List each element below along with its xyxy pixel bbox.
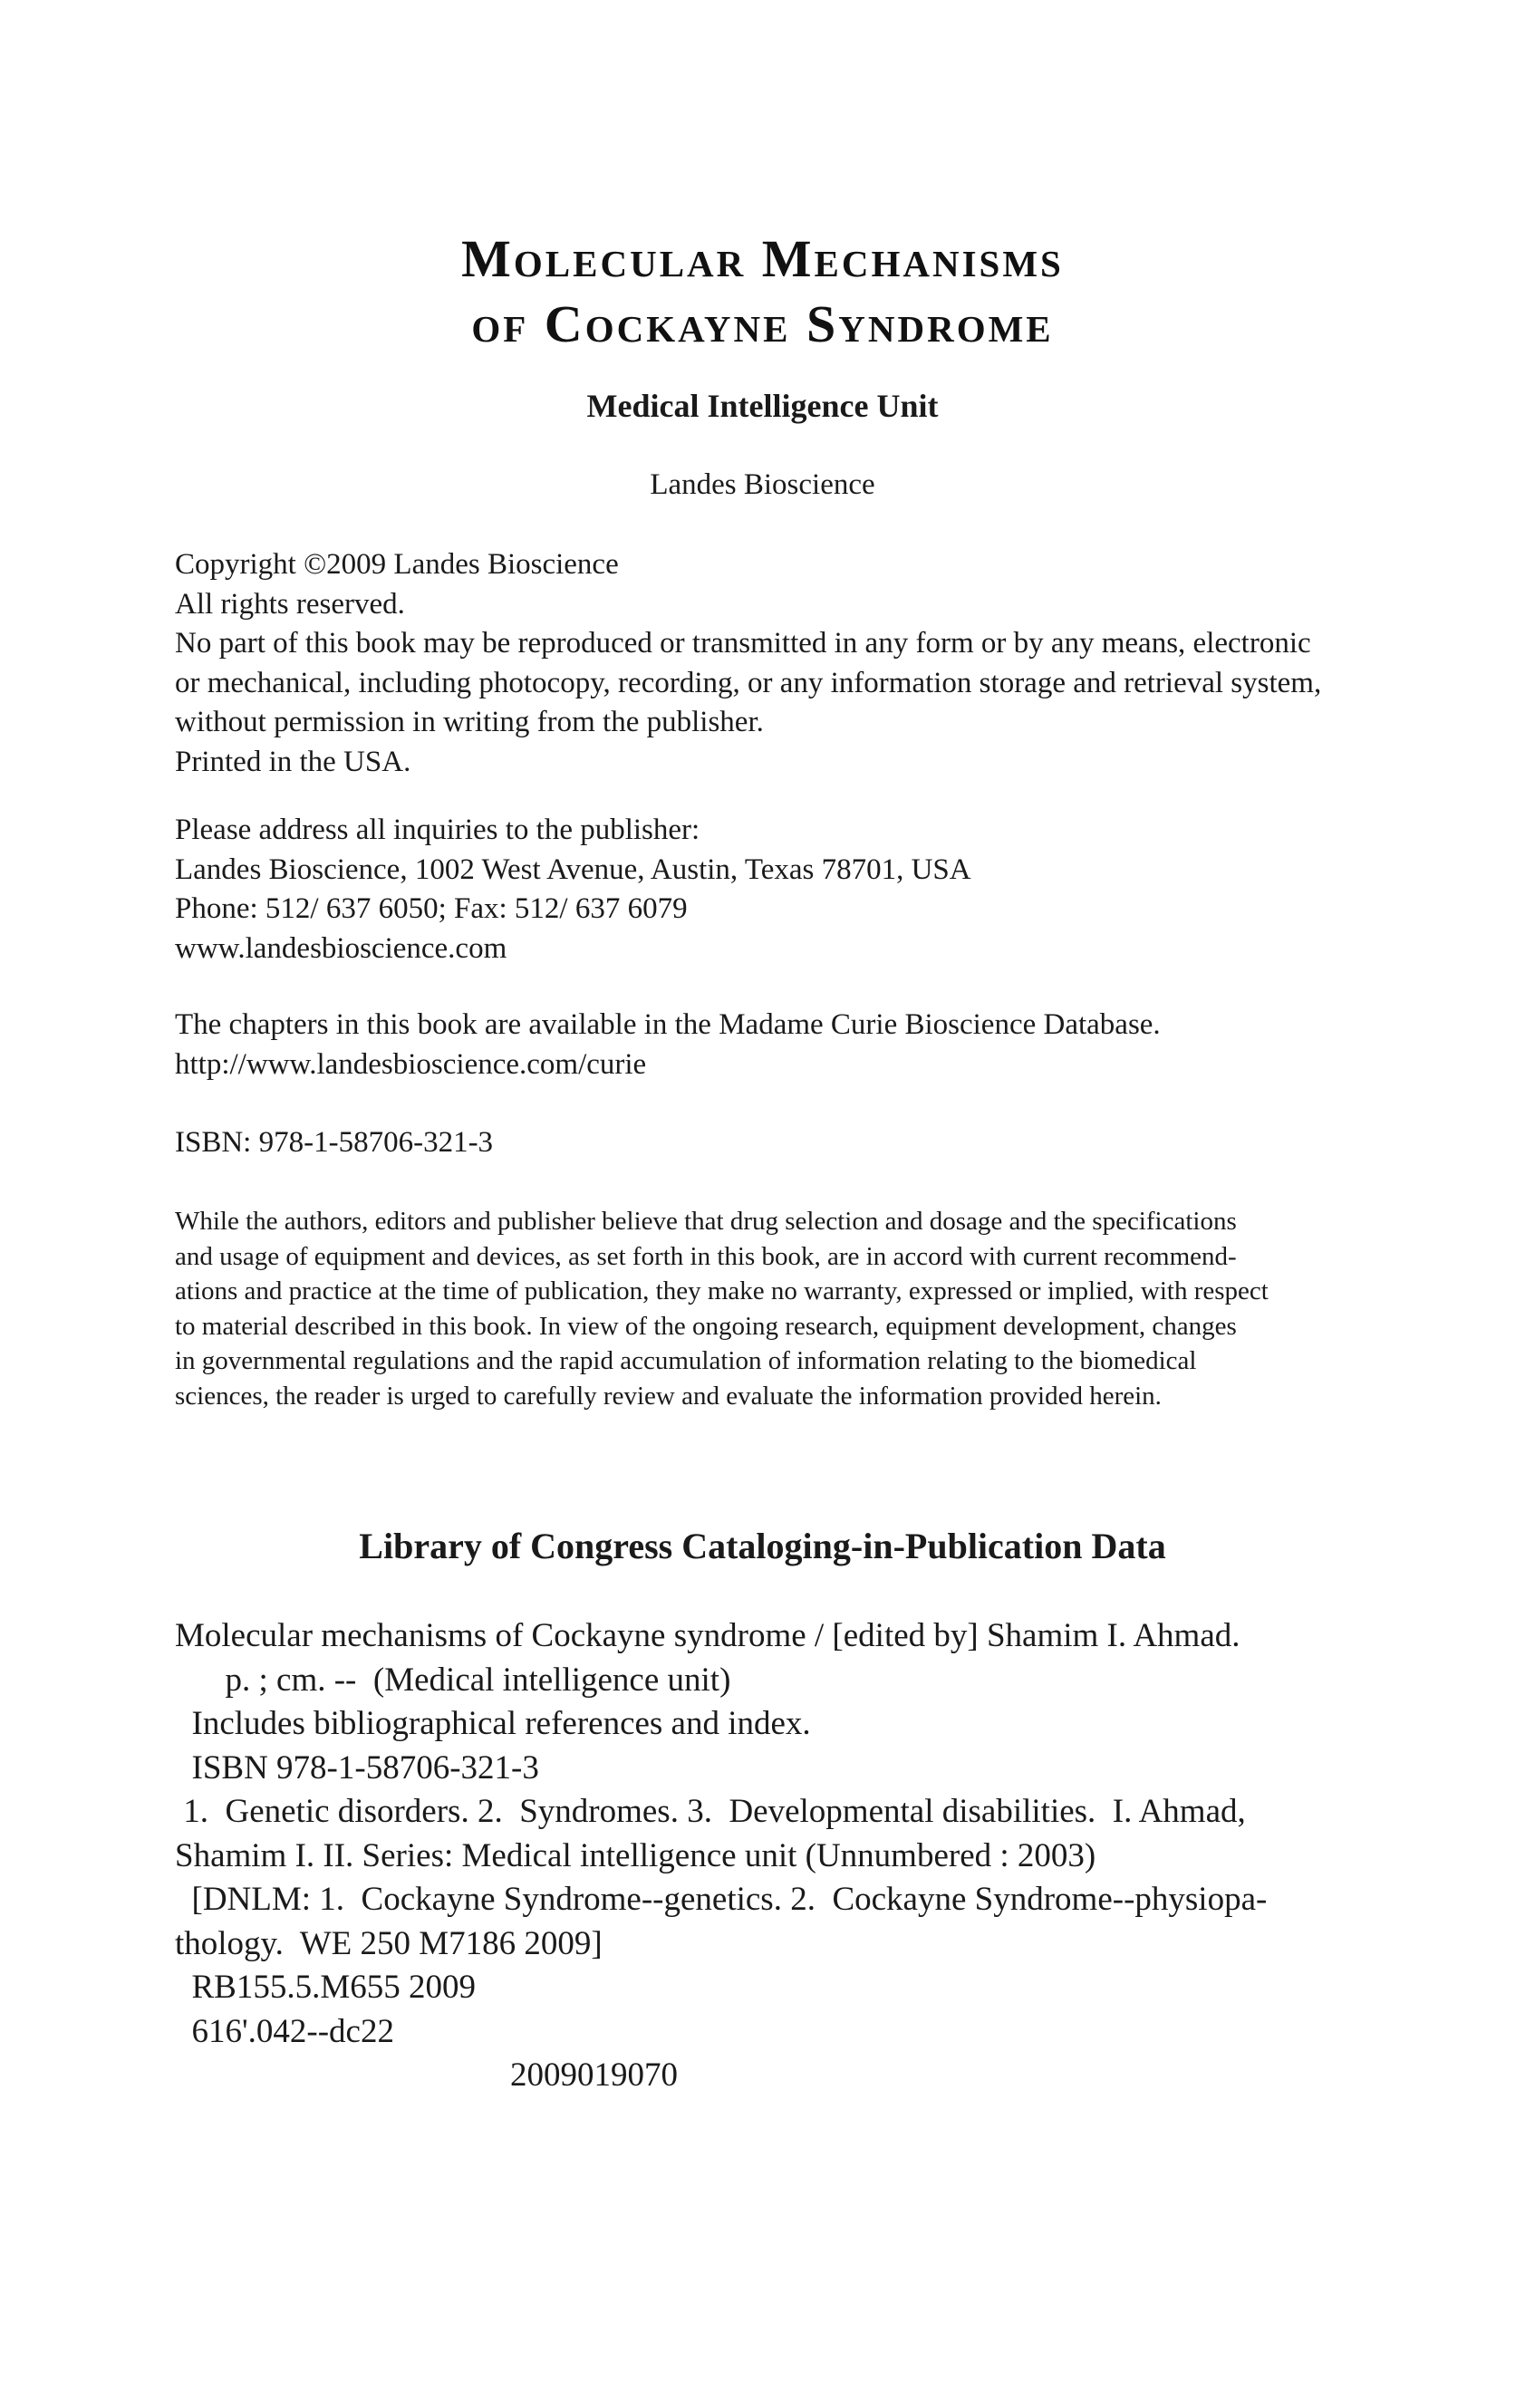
copyright-line: All rights reserved. <box>175 587 405 621</box>
cip-line: p. ; cm. -- (Medical intelligence unit) <box>175 1661 731 1699</box>
copyright-line: Copyright ©2009 Landes Bioscience <box>175 548 619 581</box>
cip-line: Shamim I. II. Series: Medical intelligence unit (Unnumbered : 2003) <box>175 1836 1096 1874</box>
database-notice <box>175 1006 1371 1084</box>
database-url: http://www.landesbioscience.com/curie <box>175 1047 647 1081</box>
cip-heading: Library of Congress Cataloging-in-Publication Data <box>359 1526 1166 1566</box>
publisher-website: www.landesbioscience.com <box>175 931 507 965</box>
book-title-line-1: Molecular Mechanisms <box>461 229 1064 288</box>
cip-line: ISBN 978-1-58706-321-3 <box>175 1748 539 1787</box>
copyright-line: No part of this book may be reproduced or transmitted in any form or by any means, electronic <box>175 627 1311 660</box>
cip-line: Molecular mechanisms of Cockayne syndrome / [edited by] Shamim I. Ahmad. <box>175 1617 1240 1654</box>
disclaimer-line: and usage of equipment and devices, as set forth in this book, are in accord with current recommend- <box>175 1241 1237 1271</box>
database-line: The chapters in this book are available in the Madame Curie Bioscience Database. <box>175 1008 1161 1041</box>
copyright-line: Printed in the USA. <box>175 745 411 778</box>
isbn: ISBN: 978-1-58706-321-3 <box>175 1126 494 1159</box>
copyright-line: or mechanical, including photocopy, recording, or any information storage and retrieval system, <box>175 666 1322 699</box>
cip-line: RB155.5.M655 2009 <box>175 1969 477 2006</box>
lccn: 2009019070 <box>175 2056 678 2094</box>
cip-line: thology. WE 250 M7186 2009] <box>175 1924 603 1962</box>
cip-line: 616'.042--dc22 <box>175 2012 394 2050</box>
address-line: Landes Bioscience, 1002 West Avenue, Austin, Texas 78701, USA <box>175 852 971 886</box>
cip-line: Includes bibliographical references and index. <box>175 1705 811 1742</box>
copyright-line: without permission in writing from the publisher. <box>175 706 764 738</box>
publisher-name: Landes Bioscience <box>650 468 875 501</box>
address-line: Phone: 512/ 637 6050; Fax: 512/ 637 6079 <box>175 892 688 925</box>
disclaimer-line: in governmental regulations and the rapid accumulation of information relating to the biomedical <box>175 1346 1197 1375</box>
disclaimer-line: While the authors, editors and publisher believe that drug selection and dosage and the specifications <box>175 1207 1237 1236</box>
address-line: Please address all inquiries to the publisher: <box>175 814 700 846</box>
disclaimer-line: sciences, the reader is urged to carefully review and evaluate the information provided herein. <box>175 1381 1162 1411</box>
cip-line: 1. Genetic disorders. 2. Syndromes. 3. Developmental disabilities. I. Ahmad, <box>175 1793 1246 1830</box>
disclaimer-line: ations and practice at the time of publication, they make no warranty, expressed or implied, with respect <box>175 1276 1269 1305</box>
cip-record <box>175 1614 1371 2098</box>
book-title-line-2: of Cockayne Syndrome <box>471 294 1054 353</box>
series-name: Medical Intelligence Unit <box>586 388 939 424</box>
copyright-notice <box>175 545 1371 782</box>
publisher-address <box>175 811 1371 968</box>
disclaimer-line: to material described in this book. In view of the ongoing research, equipment development, changes <box>175 1311 1237 1341</box>
disclaimer <box>175 1204 1362 1413</box>
cip-line: [DNLM: 1. Cockayne Syndrome--genetics. 2. Cockayne Syndrome--physiopa- <box>175 1881 1268 1918</box>
